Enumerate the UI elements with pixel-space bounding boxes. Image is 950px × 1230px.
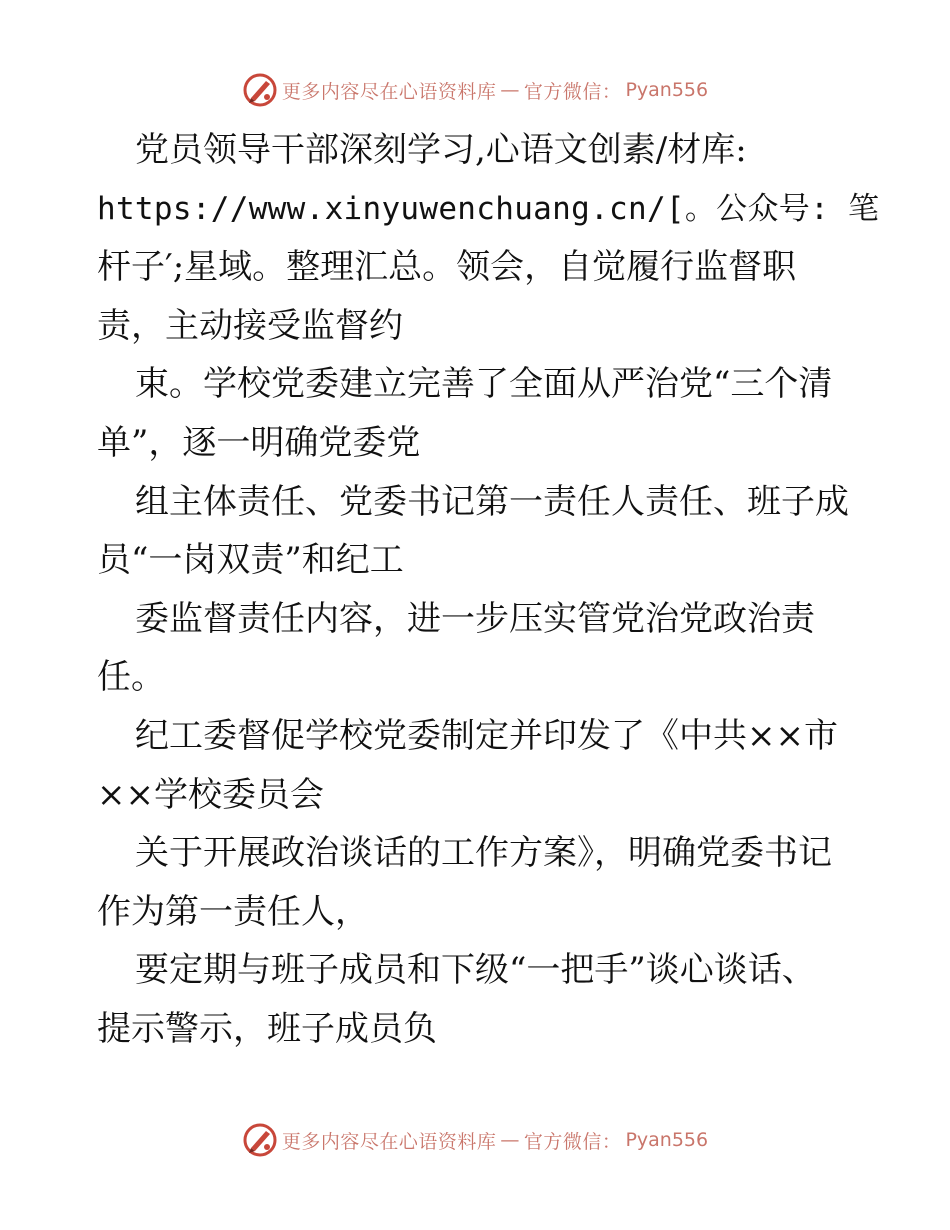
body-line: ××学校委员会 xyxy=(97,774,324,815)
body-line: 责，主动接受监督约 xyxy=(97,305,403,346)
body-line: 要定期与班子成员和下级“一把手”谈心谈话、 xyxy=(135,950,816,991)
banner-title: 更多内容尽在心语资料库 xyxy=(281,1130,497,1153)
pen-logo-icon xyxy=(242,1122,278,1158)
banner-dash: — xyxy=(500,79,520,101)
header-banner xyxy=(0,68,950,112)
body-line: 杆子′;星域。整理汇总。领会，自觉履行监督职 xyxy=(97,247,797,288)
banner-wechat-label: 官方微信： xyxy=(523,1130,622,1153)
banner-dash: — xyxy=(500,1129,520,1151)
body-line: 员“一岗双责”和纪工 xyxy=(97,540,404,581)
pen-logo-icon xyxy=(242,72,278,108)
banner-wechat-label: 官方微信： xyxy=(523,80,622,103)
body-line: 作为第一责任人， xyxy=(97,891,369,932)
body-line: 关于开展政治谈话的工作方案》，明确党委书记 xyxy=(135,833,832,874)
footer-banner xyxy=(0,1118,950,1162)
body-line: 党员领导干部深刻学习,心语文创素/材库: xyxy=(135,130,747,170)
body-line-url: https://www.xinyuwenchuang.cn/[。公众号: 笔 xyxy=(97,190,880,227)
banner-wechat-id: Pyan556 xyxy=(625,1129,709,1151)
body-line: 组主体责任、党委书记第一责任人责任、班子成 xyxy=(135,481,849,522)
body-line: 纪工委督促学校党委制定并印发了《中共××市 xyxy=(135,715,838,756)
banner-wechat-id: Pyan556 xyxy=(625,79,709,101)
body-line: 束。学校党委建立完善了全面从严治党“三个清 xyxy=(135,364,833,405)
document-body xyxy=(97,121,880,1059)
body-line: 提示警示，班子成员负 xyxy=(97,1008,437,1049)
body-line: 任。 xyxy=(97,657,165,698)
banner-title: 更多内容尽在心语资料库 xyxy=(281,80,497,103)
body-line: 单”，逐一明确党委党 xyxy=(97,422,421,463)
body-line: 委监督责任内容，进一步压实管党治党政治责 xyxy=(135,598,815,639)
